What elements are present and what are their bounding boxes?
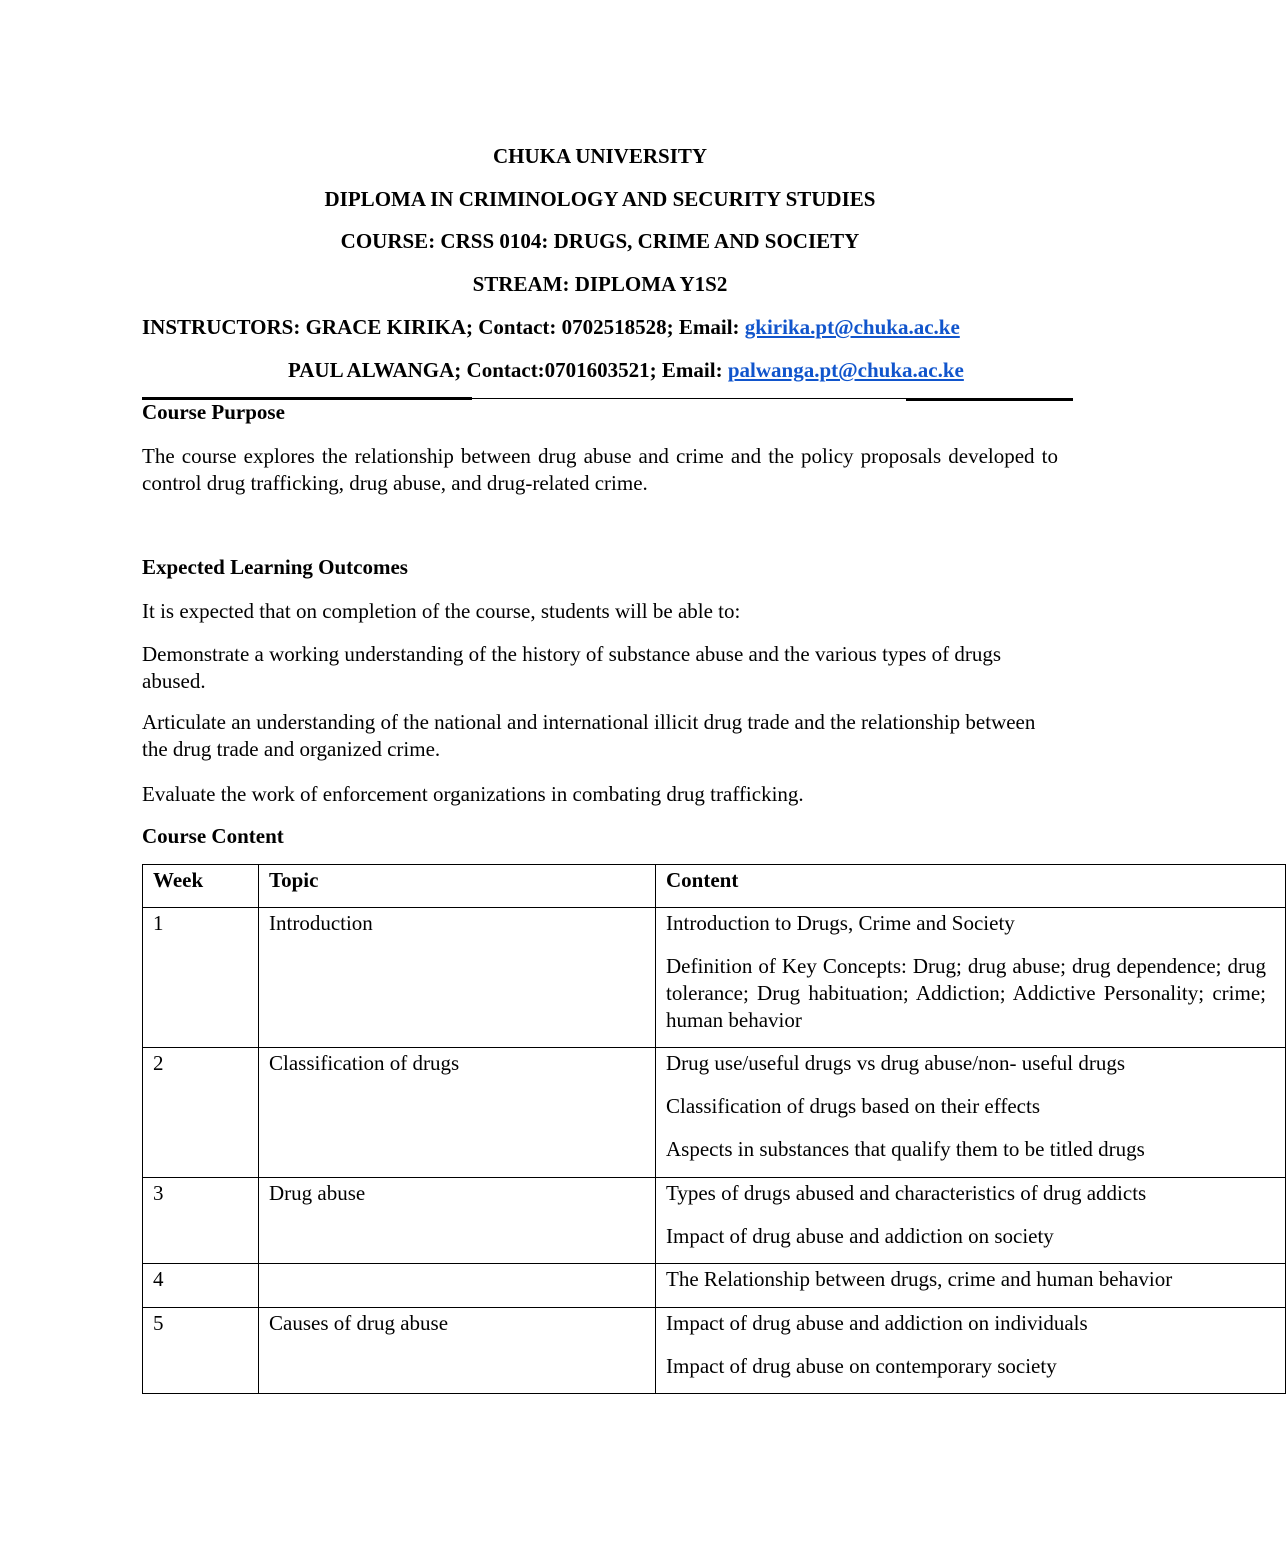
outcomes-intro: It is expected that on completion of the course, students will be able to:: [142, 599, 741, 623]
content-item: Drug use/useful drugs vs drug abuse/non- useful drugs: [666, 1051, 1126, 1075]
content-cell: [656, 1048, 1286, 1178]
instructor-2-details: PAUL ALWANGA; Contact:0701603521; Email:: [288, 358, 728, 382]
content-item: Aspects in substances that qualify them to be titled drugs: [666, 1137, 1145, 1161]
instructor-2-email-link[interactable]: palwanga.pt@chuka.ac.ke: [727, 358, 964, 382]
content-item: Introduction to Drugs, Crime and Society: [666, 911, 1015, 935]
table-row: [143, 1048, 1286, 1178]
content-item: Definition of Key Concepts: Drug; drug abuse; drug dependence; drug tolerance; Drug habituation; Addiction; Addictive Personality; crime; human behavior: [666, 954, 1266, 1032]
week-cell: 1: [143, 908, 259, 1048]
content-item: Impact of drug abuse on contemporary society: [666, 1354, 1057, 1378]
topic-cell: Drug abuse: [259, 1178, 656, 1264]
table-header-row: [143, 865, 1286, 908]
column-header-week: Week: [143, 865, 259, 908]
outcome-item: Evaluate the work of enforcement organizations in combating drug trafficking.: [142, 782, 804, 806]
course-content-heading: Course Content: [142, 824, 284, 848]
content-item: Impact of drug abuse and addiction on individuals: [666, 1311, 1088, 1335]
header-rule-middle: [472, 398, 908, 399]
week-cell: 2: [143, 1048, 259, 1178]
content-item: Types of drugs abused and characteristics of drug addicts: [666, 1181, 1147, 1205]
column-header-topic: Topic: [259, 865, 656, 908]
content-item: Impact of drug abuse and addiction on society: [666, 1224, 1054, 1248]
course-purpose-text: The course explores the relationship between drug abuse and crime and the policy proposals developed to control drug trafficking, drug abuse, and drug-related crime.: [142, 444, 1058, 495]
table-row: [143, 908, 1286, 1048]
header-rule-right: [906, 398, 1073, 401]
course-content-table: [142, 864, 1286, 1394]
content-cell: [656, 1178, 1286, 1264]
course-title: COURSE: CRSS 0104: DRUGS, CRIME AND SOCIETY: [340, 229, 860, 253]
table-row: [143, 1264, 1286, 1308]
content-cell: [656, 908, 1286, 1048]
topic-cell: Classification of drugs: [259, 1048, 656, 1178]
course-purpose-heading: Course Purpose: [142, 400, 285, 424]
content-item: The Relationship between drugs, crime and human behavior: [666, 1267, 1173, 1291]
program-title: DIPLOMA IN CRIMINOLOGY AND SECURITY STUDIES: [324, 187, 876, 211]
content-item: Classification of drugs based on their effects: [666, 1094, 1041, 1118]
outcome-item: Articulate an understanding of the national and international illicit drug trade and the relationship between the drug trade and organized crime.: [142, 710, 1036, 761]
instructor-1-email-link[interactable]: gkirika.pt@chuka.ac.ke: [744, 315, 960, 339]
instructor-1-details: INSTRUCTORS: GRACE KIRIKA; Contact: 0702518528; Email:: [142, 315, 745, 339]
table-row: [143, 1308, 1286, 1394]
week-cell: 4: [143, 1264, 259, 1308]
stream-line: STREAM: DIPLOMA Y1S2: [472, 272, 728, 296]
table-row: [143, 1178, 1286, 1264]
outcomes-heading: Expected Learning Outcomes: [142, 555, 408, 579]
instructors-line-2: [288, 357, 964, 384]
topic-cell: Introduction: [259, 908, 656, 1048]
content-cell: [656, 1264, 1286, 1308]
content-cell: [656, 1308, 1286, 1394]
column-header-content: Content: [656, 865, 1286, 908]
topic-cell: Causes of drug abuse: [259, 1308, 656, 1394]
instructors-line-1: [142, 314, 960, 341]
topic-cell: [259, 1264, 656, 1308]
week-cell: 3: [143, 1178, 259, 1264]
university-name: CHUKA UNIVERSITY: [492, 144, 708, 168]
week-cell: 5: [143, 1308, 259, 1394]
outcome-item: Demonstrate a working understanding of the history of substance abuse and the various types of drugs abused.: [142, 642, 1002, 693]
